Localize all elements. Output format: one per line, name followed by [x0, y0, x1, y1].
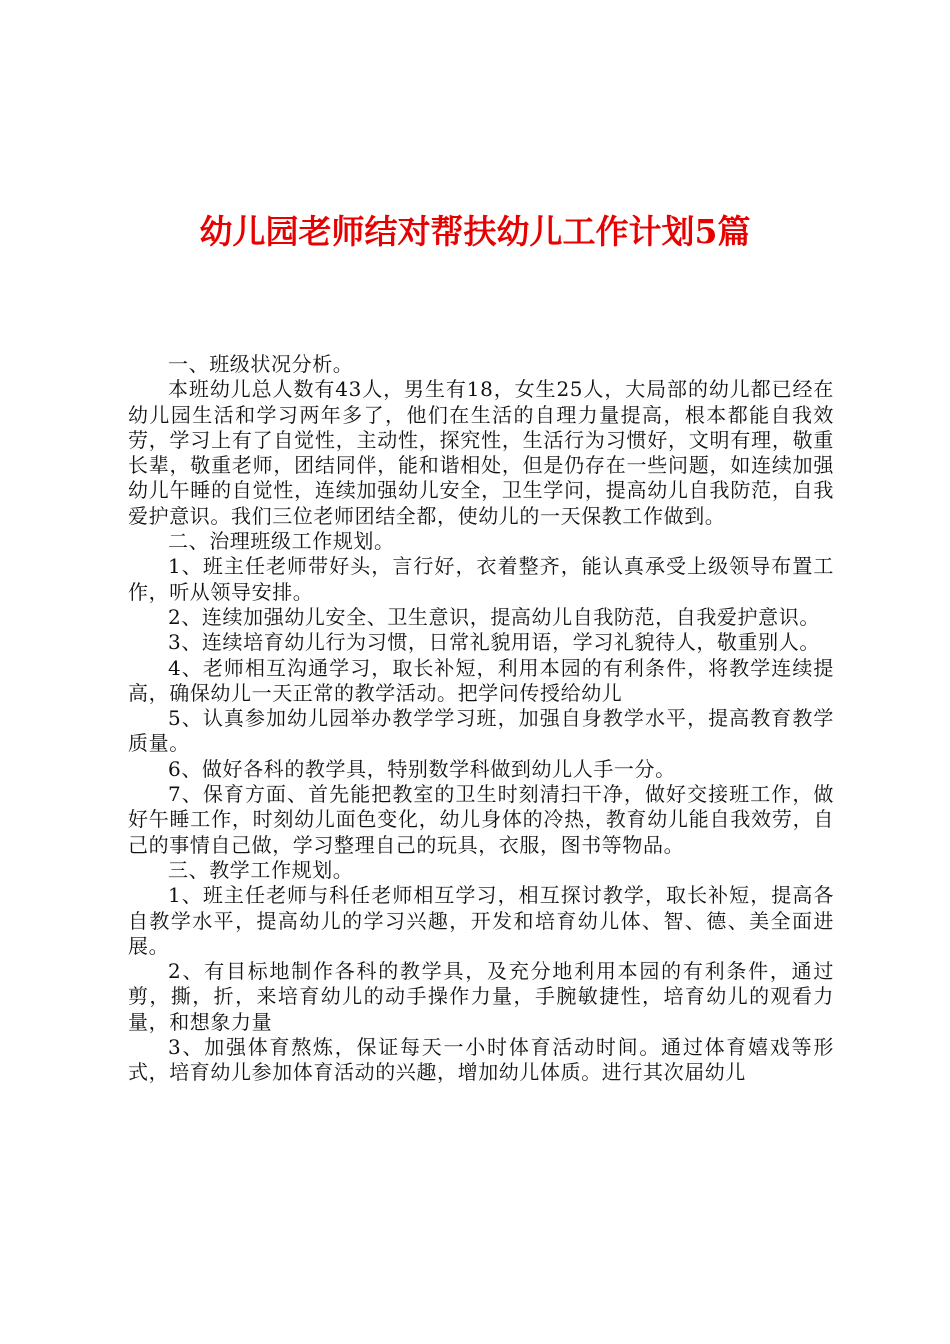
list-item: 1、班主任老师带好头，言行好，衣着整齐，能认真承受上级领导布置工作，听从领导安排。: [128, 554, 834, 604]
list-item: 1、班主任老师与科任老师相互学习，相互探讨教学，取长补短，提高各自教学水平，提高幼儿的学习兴趣，开发和培育幼儿体、智、德、美全面进展。: [128, 883, 834, 958]
section-heading-1: 一、班级状况分析。: [168, 352, 354, 376]
list-item: 3、加强体育熬炼，保证每天一小时体育活动时间。通过体育嬉戏等形式，培育幼儿参加体育活动的兴趣，增加幼儿体质。进行其次届幼儿: [128, 1035, 834, 1085]
list-item: 7、保育方面、首先能把教室的卫生时刻清扫干净，做好交接班工作，做好午睡工作，时刻幼儿面色变化，幼儿身体的冷热，教育幼儿能自我效劳，自己的事情自己做，学习整理自己的玩具，衣服，图书等物品。: [128, 782, 834, 857]
document-title: 幼儿园老师结对帮扶幼儿工作计划5篇: [199, 212, 751, 251]
list-item: 3、连续培育幼儿行为习惯，日常礼貌用语，学习礼貌待人，敬重别人。: [168, 630, 820, 655]
list-item: 2、连续加强幼儿安全、卫生意识，提高幼儿自我防范，自我爱护意识。: [168, 604, 820, 629]
section-heading-2: 二、治理班级工作规划。: [168, 529, 395, 554]
paragraph: 本班幼儿总人数有43人，男生有18，女生25人，大局部的幼儿都已经在幼儿园生活和学习两年多了，他们在生活的自理力量提高，根本都能自我效劳，学习上有了自觉性，主动性，探究性，生活行为习惯好，文明有理，敬重长辈，敬重老师，团结同伴，能和谐相处，但是仍存在一些问题，如连续加强幼儿午睡的自觉性，连续加强幼儿安全，卫生学问，提高幼儿自我防范，自我爱护意识。我们三位老师团结全都，使幼儿的一天保教工作做到。: [128, 377, 834, 528]
document-body: [128, 352, 834, 1086]
list-item: 2、有目标地制作各科的教学具，及充分地利用本园的有利条件，通过剪，撕，折，来培育幼儿的动手操作力量，手腕敏捷性，培育幼儿的观看力量，和想象力量: [128, 959, 834, 1034]
list-item: 5、认真参加幼儿园举办教学学习班，加强自身教学水平，提高教育教学质量。: [128, 706, 834, 756]
list-item: 6、做好各科的教学具，特别数学科做到幼儿人手一分。: [168, 756, 676, 781]
list-item: 4、老师相互沟通学习，取长补短，利用本园的有利条件，将教学连续提高，确保幼儿一天正常的教学活动。把学问传授给幼儿: [128, 655, 834, 705]
section-heading-3: 三、教学工作规划。: [168, 857, 354, 882]
